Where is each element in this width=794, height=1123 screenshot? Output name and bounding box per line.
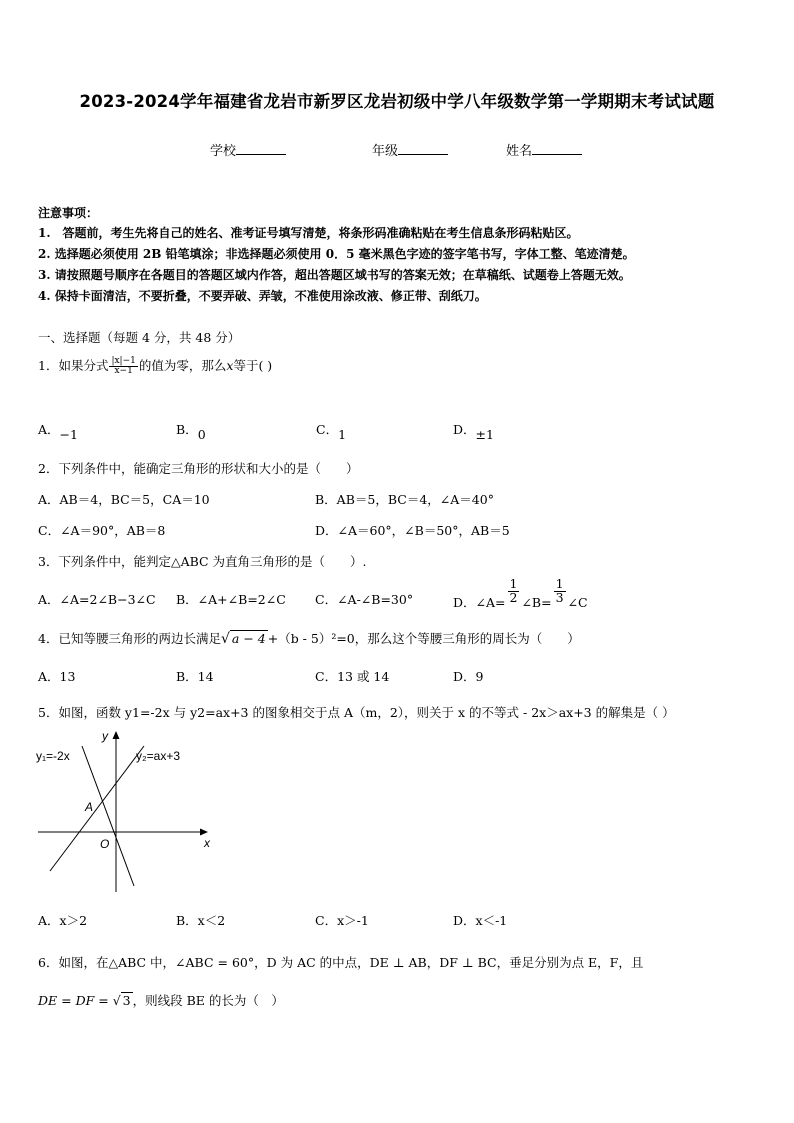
q2-option-b[interactable]: B．AB＝5，BC＝4，∠A＝40°	[315, 492, 494, 507]
q1-prefix: 1．如果分式	[38, 358, 109, 373]
grade-blank[interactable]	[398, 142, 448, 155]
notice-item: 1. 答题前，考生先将自己的姓名、准考证号填写清楚，将条形码准确粘贴在考生信息条形码粘贴区。	[38, 226, 579, 240]
school-blank[interactable]	[236, 142, 286, 155]
question-2-stem: 2．下列条件中，能确定三角形的形状和大小的是（ ）	[38, 461, 359, 476]
fraction	[508, 578, 520, 604]
name-field	[506, 140, 582, 159]
q3-option-b[interactable]: B．∠A+∠B=2∠C	[176, 592, 286, 607]
q3-option-c[interactable]: C．∠A-∠B=30°	[315, 592, 414, 607]
notice-item: 4. 保持卡面清洁，不要折叠，不要弄破、弄皱，不准使用涂改液、修正带、刮纸刀。	[38, 289, 487, 303]
q1-option-d[interactable]	[453, 420, 494, 442]
q4-radicand: a − 4	[231, 631, 266, 646]
q5-option-d[interactable]: D．x＜-1	[453, 913, 508, 928]
label-point-a: A	[85, 800, 94, 814]
school-label: 学校	[210, 144, 237, 159]
question-5-stem: 5．如图，函数 y1=-2x 与 y2=ax+3 的图象相交于点 A（m，2），则关于 x 的不等式 - 2x＞ax+3 的解集是（ ）	[38, 705, 675, 720]
q6-suffix: ，则线段 BE 的长为（ ）	[132, 993, 284, 1008]
question-4-stem	[38, 629, 580, 647]
option-value: 0	[197, 427, 206, 442]
y-axis-arrow	[113, 731, 120, 739]
q3-option-a[interactable]: A．∠A=2∠B−3∠C	[38, 592, 156, 607]
q4-option-b[interactable]: B．14	[176, 669, 214, 684]
q1-middle: 的值为零，那么	[138, 358, 227, 373]
option-label: D．∠A=	[453, 594, 506, 610]
q5-option-c[interactable]: C．x＞-1	[315, 913, 369, 928]
option-label: A．	[38, 422, 60, 437]
label-origin: O	[100, 837, 110, 851]
label-y2: y₂=ax+3	[136, 749, 181, 763]
grade-field	[372, 140, 448, 159]
q6-equation: DE = DF =	[38, 993, 113, 1008]
question-1-stem	[38, 356, 272, 376]
label-y-axis: y	[102, 729, 108, 743]
option-value: −1	[59, 427, 78, 442]
option-label: C．	[316, 422, 339, 437]
notice-item: 3. 请按照题号顺序在各题目的答题区域内作答，超出答题区域书写的答案无效；在草稿纸、试题卷上答题无效。	[38, 268, 631, 282]
section-heading: 一、选择题（每题 4 分，共 48 分）	[38, 330, 241, 345]
q2-option-a[interactable]: A．AB＝4，BC＝5，CA＝10	[38, 492, 210, 507]
line-y1	[82, 746, 134, 886]
option-value: 1	[338, 427, 347, 442]
x-axis-arrow	[200, 829, 208, 836]
q4-option-a[interactable]: A．13	[38, 669, 76, 684]
q5-graph	[30, 726, 220, 896]
label-y1: y₁=-2x	[36, 749, 70, 763]
question-6-line-2	[38, 991, 284, 1009]
q3-option-d[interactable]	[453, 576, 588, 610]
q2-option-d[interactable]: D．∠A＝60°，∠B＝50°，AB＝5	[315, 523, 510, 538]
fraction-numerator: 1	[555, 576, 564, 591]
page-title: 2023-2024学年福建省龙岩市新罗区龙岩初级中学八年级数学第一学期期末考试试题	[79, 92, 715, 111]
q4-option-c[interactable]: C．13 或 14	[315, 669, 390, 684]
q6-radicand: 3	[122, 993, 131, 1008]
q5-option-a[interactable]: A．x＞2	[38, 913, 88, 928]
q5-option-b[interactable]: B．x＜2	[176, 913, 226, 928]
question-6-line-1: 6．如图，在△ABC 中，∠ABC = 60°，D 为 AC 的中点，DE ⊥ AB，DF ⊥ BC，垂足分别为点 E，F，且	[38, 955, 644, 970]
line-y2	[50, 746, 144, 871]
fraction	[554, 578, 566, 604]
sqrt-sign: √	[220, 631, 230, 647]
fraction-denominator: 2	[509, 589, 518, 605]
notice-item: 2. 选择题必须使用 2B 铅笔填涂；非选择题必须使用 0．5 毫米黑色字迹的签字笔书写，字体工整、笔迹清楚。	[38, 247, 635, 261]
q1-fraction-numerator: |x|−1	[111, 356, 136, 366]
q1-suffix: 等于( )	[233, 358, 273, 373]
question-3-stem: 3．下列条件中，能判定△ABC 为直角三角形的是（ ）.	[38, 554, 367, 569]
q1-fraction-denominator: x−1	[114, 366, 133, 376]
school-field	[210, 140, 286, 159]
sqrt-sign: √	[112, 993, 121, 1008]
q1-fraction	[109, 357, 137, 376]
option-value: ±1	[475, 427, 494, 442]
q1-option-c[interactable]	[316, 420, 347, 442]
q1-variable: x	[226, 358, 234, 373]
option-text: ∠C	[567, 594, 588, 610]
grade-label: 年级	[372, 144, 399, 159]
q4-suffix: +（b - 5）²=0，那么这个等腰三角形的周长为（ ）	[267, 631, 580, 646]
fraction-numerator: 1	[509, 576, 518, 591]
q1-option-b[interactable]	[176, 420, 206, 442]
q4-option-d[interactable]: D．9	[453, 669, 484, 684]
option-text: ∠B=	[521, 594, 552, 610]
name-label: 姓名	[506, 144, 533, 159]
name-blank[interactable]	[532, 142, 582, 155]
fraction-denominator: 3	[555, 589, 564, 605]
notice-heading: 注意事项：	[38, 206, 99, 220]
q2-option-c[interactable]: C．∠A＝90°，AB＝8	[38, 523, 166, 538]
q4-prefix: 4．已知等腰三角形的两边长满足	[38, 631, 221, 646]
label-x-axis: x	[204, 836, 210, 850]
q1-option-a[interactable]	[38, 420, 78, 442]
option-label: D．	[453, 422, 476, 437]
option-label: B．	[176, 422, 198, 437]
